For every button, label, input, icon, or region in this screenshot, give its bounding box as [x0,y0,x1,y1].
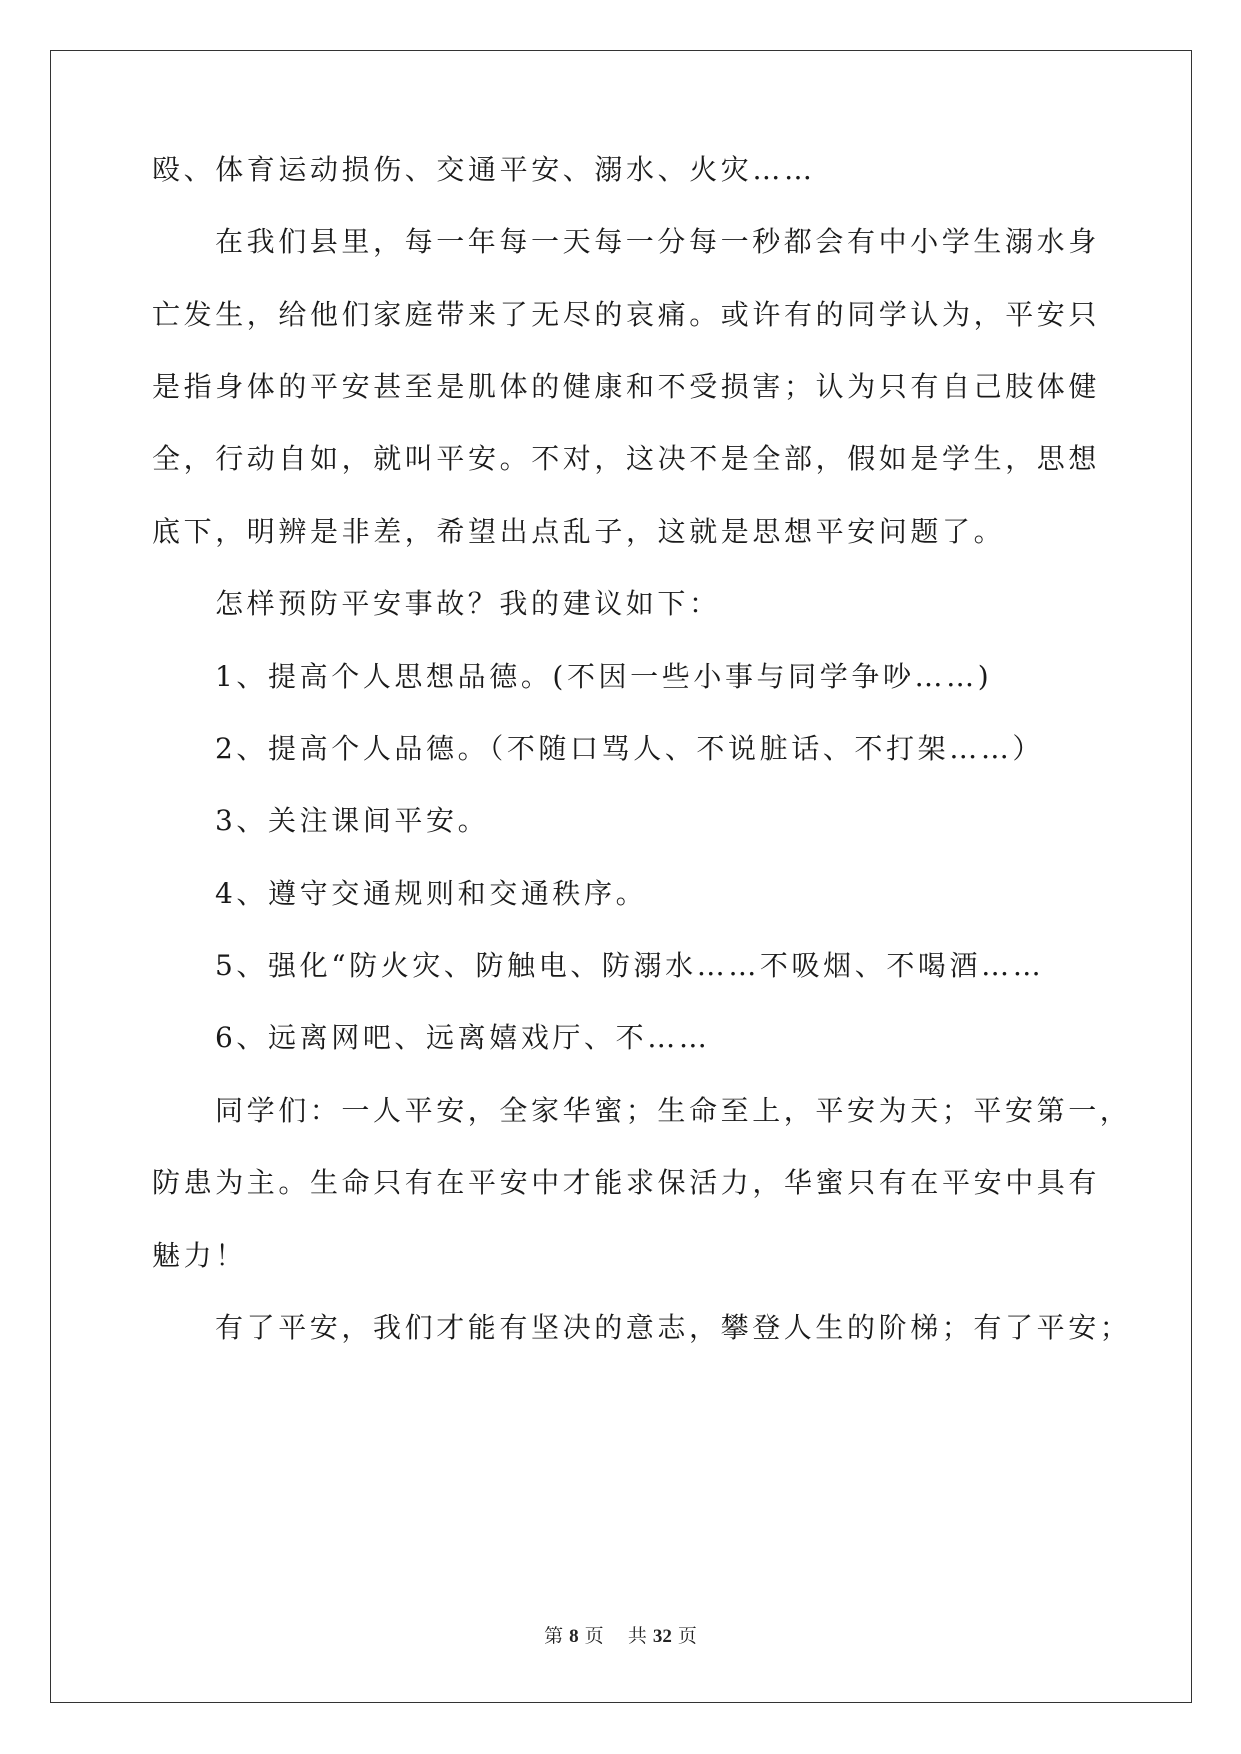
text-line-1: 殴、体育运动损伤、交通平安、溺水、火灾…… [152,153,816,186]
total-prefix: 共 [627,1625,647,1647]
text-line-3: 亡发生，给他们家庭带来了无尽的哀痛。或许有的同学认为，平安只 [152,298,1101,331]
total-pages: 32 [652,1626,672,1647]
text-line-13: 6、远离网吧、远离嬉戏厅、不…… [215,1021,711,1054]
text-line-2: 在我们县里，每一年每一天每一分每一秒都会有中小学生溺水身 [215,225,1100,258]
text-line-12: 5、强化“防火灾、防触电、防溺水……不吸烟、不喝酒…… [215,949,1045,982]
text-line-4: 是指身体的平安甚至是肌体的健康和不受损害；认为只有自己肢体健 [152,370,1101,403]
page-footer [0,1621,1241,1648]
text-line-6: 底下，明辨是非差，希望出点乱子，这就是思想平安问题了。 [152,515,1006,548]
text-line-9: 2、提高个人品德。（不随口骂人、不说脏话、不打架……） [215,732,1045,765]
text-line-17: 有了平安，我们才能有坚决的意志，攀登人生的阶梯；有了平安； [215,1311,1132,1344]
text-line-14: 同学们：一人平安，全家华蜜；生命至上，平安为天；平安第一， [215,1094,1132,1127]
page-suffix: 页 [584,1625,604,1647]
text-line-7: 怎样预防平安事故？我的建议如下： [215,587,721,620]
text-line-10: 3、关注课间平安。 [215,804,490,837]
page-number: 8 [569,1626,579,1647]
text-line-11: 4、遵守交通规则和交通秩序。 [215,877,648,910]
page-prefix: 第 [544,1625,564,1647]
total-suffix: 页 [677,1625,697,1647]
text-line-16: 魅力！ [152,1239,247,1272]
text-line-5: 全，行动自如，就叫平安。不对，这决不是全部，假如是学生，思想 [152,442,1101,475]
text-line-8: 1、提高个人思想品德。(不因一些小事与同学争吵……) [215,660,993,693]
text-line-15: 防患为主。生命只有在平安中才能求保活力，华蜜只有在平安中具有 [152,1166,1101,1199]
